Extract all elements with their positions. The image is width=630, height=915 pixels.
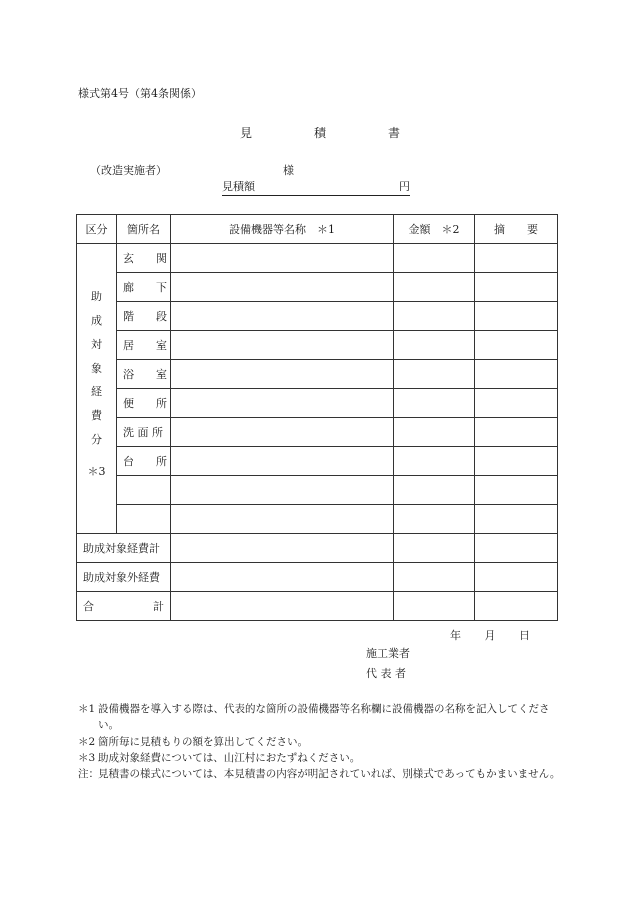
note-text: 箇所毎に見積もりの額を算出してください。 — [98, 735, 308, 748]
remarks-cell[interactable] — [475, 273, 558, 302]
subtotal-row — [77, 534, 558, 563]
date-day-label: 日 — [519, 629, 530, 642]
date-month-label: 月 — [484, 629, 496, 642]
equipment-cell[interactable] — [171, 476, 394, 505]
header-place: 箇所名 — [117, 215, 171, 244]
non-subsidy-label: 助成対象外経費 — [77, 563, 171, 592]
remarks-cell[interactable] — [475, 418, 558, 447]
estimate-table — [76, 214, 558, 621]
table-row — [77, 302, 558, 331]
header-amount: 金額 ＊2 — [394, 215, 475, 244]
note-item — [78, 701, 568, 734]
table-row — [77, 389, 558, 418]
representative-label: 代 表 者 — [366, 667, 406, 680]
category-cell — [77, 244, 117, 534]
contractor-label: 施工業者 — [366, 647, 410, 660]
table-header-row — [77, 215, 558, 244]
table-row — [77, 331, 558, 360]
title-char: 積 — [313, 126, 326, 140]
note-mark: ＊1 — [78, 703, 96, 715]
amount-cell[interactable] — [394, 447, 475, 476]
equipment-cell[interactable] — [171, 534, 394, 563]
total-char: 計 — [153, 600, 164, 613]
total-row — [77, 592, 558, 621]
non-subsidy-row — [77, 563, 558, 592]
subtotal-label: 助成対象経費計 — [77, 534, 171, 563]
date-year-label: 年 — [450, 629, 461, 642]
category-char: 経 — [91, 385, 102, 399]
header-equipment: 設備機器等名称 ＊1 — [171, 215, 394, 244]
note-text: 見積書の様式については、本見積書の内容が明記されていれば、別様式であってもかまいません。 — [98, 768, 561, 781]
place-cell: 玄 関 — [117, 244, 171, 273]
place-cell: 浴 室 — [117, 360, 171, 389]
remarks-cell[interactable] — [475, 244, 558, 273]
remarks-cell[interactable] — [475, 360, 558, 389]
place-cell: 台 所 — [117, 447, 171, 476]
table-row — [77, 505, 558, 534]
recipient-label: （改造実施者） — [90, 164, 167, 177]
amount-cell[interactable] — [394, 418, 475, 447]
total-label-cell — [77, 592, 171, 621]
table-row — [77, 418, 558, 447]
note-item — [78, 734, 568, 750]
remarks-cell[interactable] — [475, 302, 558, 331]
equipment-cell[interactable] — [171, 331, 394, 360]
place-cell: 洗 面 所 — [117, 418, 171, 447]
note-item — [78, 750, 568, 766]
equipment-cell[interactable] — [171, 418, 394, 447]
amount-cell[interactable] — [394, 331, 475, 360]
remarks-cell[interactable] — [475, 389, 558, 418]
place-cell[interactable] — [117, 505, 171, 534]
amount-cell[interactable] — [394, 563, 475, 592]
place-cell: 居 室 — [117, 331, 171, 360]
remarks-cell[interactable] — [475, 476, 558, 505]
category-char: 分 — [91, 433, 102, 447]
place-cell: 階 段 — [117, 302, 171, 331]
remarks-cell[interactable] — [475, 534, 558, 563]
form-number-label: 様式第4号（第4条関係） — [78, 87, 202, 100]
category-char: 象 — [91, 361, 102, 375]
note-mark: ＊3 — [78, 751, 96, 764]
remarks-cell[interactable] — [475, 447, 558, 476]
title-char: 見 — [240, 126, 253, 140]
total-char: 合 — [83, 600, 94, 613]
amount-cell[interactable] — [394, 389, 475, 418]
estimate-amount-unit: 円 — [399, 180, 410, 193]
note-text: 助成対象経費については、山江村におたずねください。 — [98, 751, 361, 764]
equipment-cell[interactable] — [171, 563, 394, 592]
amount-cell[interactable] — [394, 244, 475, 273]
amount-cell[interactable] — [394, 505, 475, 534]
remarks-cell[interactable] — [475, 592, 558, 621]
remarks-cell[interactable] — [475, 505, 558, 534]
amount-cell[interactable] — [394, 592, 475, 621]
category-char: 対 — [91, 337, 102, 351]
equipment-cell[interactable] — [171, 273, 394, 302]
remarks-cell[interactable] — [475, 563, 558, 592]
equipment-cell[interactable] — [171, 302, 394, 331]
table-row — [77, 273, 558, 302]
title-char: 書 — [387, 126, 400, 140]
equipment-cell[interactable] — [171, 244, 394, 273]
header-remarks: 摘 要 — [475, 215, 558, 244]
note-text: 設備機器を導入する際は、代表的な箇所の設備機器等名称欄に設備機器の名称を記入してください。 — [98, 703, 550, 732]
equipment-cell[interactable] — [171, 505, 394, 534]
table-row — [77, 447, 558, 476]
remarks-cell[interactable] — [475, 331, 558, 360]
header-category: 区分 — [77, 215, 117, 244]
honorific-label: 様 — [283, 164, 294, 177]
equipment-cell[interactable] — [171, 360, 394, 389]
equipment-cell[interactable] — [171, 389, 394, 418]
category-char: 費 — [91, 409, 102, 423]
document-title — [240, 124, 400, 141]
equipment-cell[interactable] — [171, 447, 394, 476]
note-mark: 注： — [78, 768, 99, 781]
date-line — [450, 627, 530, 643]
amount-cell[interactable] — [394, 360, 475, 389]
table-row — [77, 476, 558, 505]
note-item — [78, 766, 568, 782]
notes-section — [78, 701, 568, 782]
table-row — [77, 244, 558, 273]
note-mark: ＊2 — [78, 735, 96, 748]
table-row — [77, 360, 558, 389]
place-cell[interactable] — [117, 476, 171, 505]
amount-cell[interactable] — [394, 302, 475, 331]
amount-cell[interactable] — [394, 534, 475, 563]
place-cell: 廊 下 — [117, 273, 171, 302]
amount-cell[interactable] — [394, 273, 475, 302]
category-char: 成 — [91, 313, 102, 327]
amount-cell[interactable] — [394, 476, 475, 505]
estimate-amount-label: 見積額 — [222, 180, 255, 193]
equipment-cell[interactable] — [171, 592, 394, 621]
estimate-amount-line — [222, 178, 410, 196]
category-note-mark: ＊3 — [87, 464, 106, 478]
category-char: 助 — [91, 290, 102, 303]
place-cell: 便 所 — [117, 389, 171, 418]
